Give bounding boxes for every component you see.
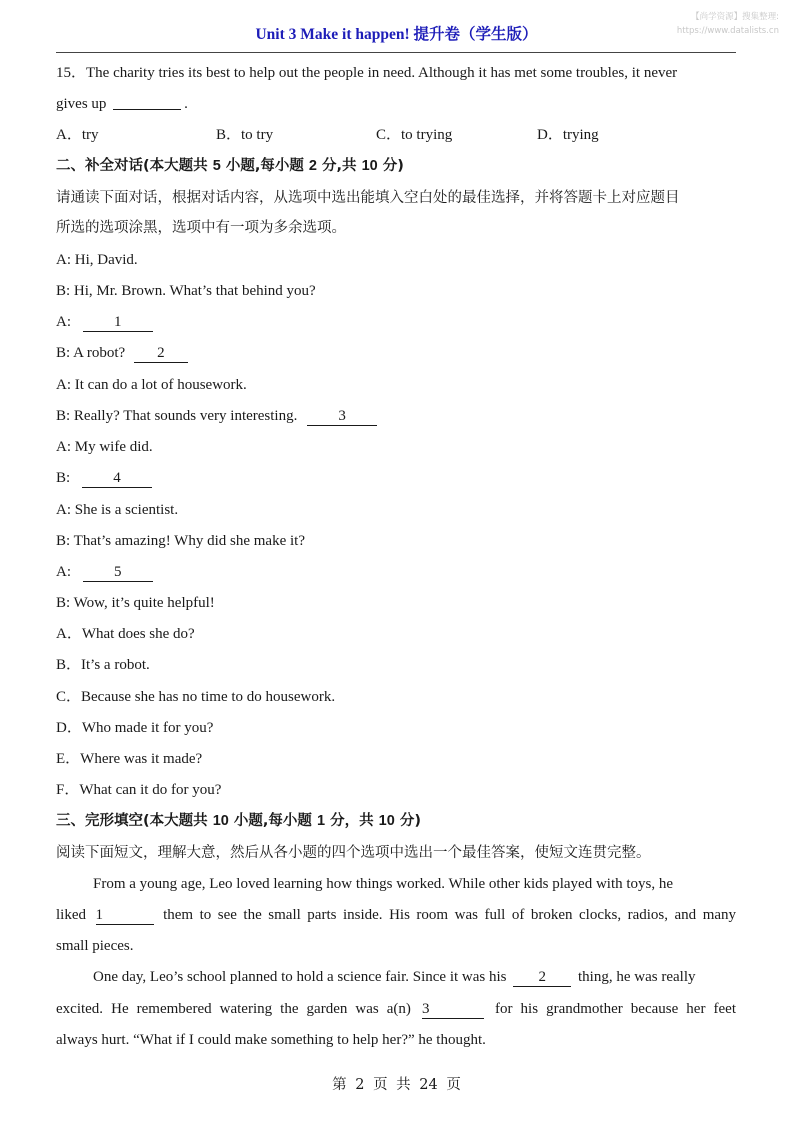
- cloze-paragraph-2-line2: [56, 999, 736, 1019]
- dialogue-speaker-a: A:: [56, 314, 71, 330]
- question-15-option-c: C．to trying: [376, 127, 453, 143]
- section-2-question-count: 5: [212, 158, 221, 174]
- dialogue-blank-4: 4: [82, 470, 152, 488]
- watermark: [677, 10, 779, 38]
- dialogue-option-c: C．Because she has no time to do housework.: [56, 689, 336, 705]
- question-15-blank: [113, 94, 181, 110]
- question-15-text-line1: 15．The charity tries its best to help out the people in need. Although it has met some troubles, it never: [56, 65, 678, 81]
- cloze-blank-1: 1: [96, 907, 154, 925]
- cloze-paragraph-1-line1: From a young age, Leo loved learning how things worked. While other kids played with toys, he: [93, 876, 674, 892]
- dialogue-line-1: A: Hi, David.: [56, 252, 138, 268]
- section-2-points-total: 10: [361, 158, 378, 174]
- section-2-heading: [56, 156, 404, 176]
- cloze-paragraph-1-line2: [56, 905, 736, 925]
- section-2-heading-text-a: 小题,每小题: [220, 158, 309, 174]
- dialogue-option-b: B．It’s a robot.: [56, 657, 150, 673]
- dialogue-speaker-b: B:: [56, 470, 71, 486]
- dialogue-line-6-text: B: Really? That sounds very interesting.: [56, 408, 298, 424]
- question-15-option-b: B．to try: [216, 127, 274, 143]
- question-15-text-part2: gives up: [56, 96, 107, 112]
- watermark-source: 【尚学资源】搜集整理:: [691, 12, 779, 22]
- section-2-heading-suffix: 分): [377, 158, 404, 174]
- section-3-heading-suffix: 分): [394, 813, 421, 829]
- dialogue-line-7: A: My wife did.: [56, 439, 153, 455]
- dialogue-line-4-text: B: A robot?: [56, 345, 126, 361]
- section-2-points-each: 2: [308, 158, 317, 174]
- section-2-heading-text-b: 分,共: [316, 158, 362, 174]
- dialogue-line-8: [56, 468, 155, 488]
- cloze-p1-text-b: them to see the small parts inside. His room was full of broken clocks, radios, and many: [163, 907, 737, 923]
- dialogue-line-6: [56, 406, 380, 426]
- dialogue-line-9: A: She is a scientist.: [56, 502, 179, 518]
- section-3-question-count: 10: [212, 813, 229, 829]
- section-3-heading-prefix: 三、完形填空(本大题共: [56, 813, 213, 829]
- cloze-p1-text-a: liked: [56, 907, 86, 923]
- dialogue-line-10: B: That’s amazing! Why did she make it?: [56, 533, 305, 549]
- dialogue-line-5: A: It can do a lot of housework.: [56, 377, 247, 393]
- cloze-p2-text-d: for his grandmother because her feet: [495, 1001, 736, 1017]
- page-header-title: Unit 3 Make it happen! 提升卷（学生版）: [255, 26, 538, 43]
- section-2-heading-prefix: 二、补全对话(本大题共: [56, 158, 213, 174]
- dialogue-blank-2: 2: [134, 345, 188, 363]
- section-3-points-total: 10: [378, 813, 395, 829]
- section-3-heading-text-a: 小题,每小题: [228, 813, 317, 829]
- page-number-footer: 第 2 页 共 24 页: [332, 1077, 461, 1093]
- dialogue-option-d: D．Who made it for you?: [56, 720, 214, 736]
- cloze-p2-text-a: One day, Leo’s school planned to hold a science fair. Since it was his: [93, 969, 507, 985]
- dialogue-blank-5: 5: [83, 564, 153, 582]
- cloze-blank-3: 3: [422, 1001, 484, 1019]
- cloze-p2-text-b: thing, he was really: [578, 969, 696, 985]
- section-3-heading: [56, 811, 421, 831]
- dialogue-option-f: F．What can it do for you?: [56, 782, 222, 798]
- section-3-heading-text-b: 分，共: [325, 813, 379, 829]
- question-15-text-end: .: [184, 96, 188, 112]
- dialogue-blank-3: 3: [307, 408, 377, 426]
- dialogue-option-a: A．What does she do?: [56, 626, 195, 642]
- cloze-paragraph-2-line1: [93, 967, 695, 987]
- cloze-p2-text-c: excited. He remembered watering the garden was a(n): [56, 1001, 411, 1017]
- question-15-text-line2: [56, 94, 188, 114]
- cloze-paragraph-1-line3: small pieces.: [56, 938, 134, 954]
- watermark-url: https://www.datalists.cn: [676, 26, 779, 36]
- section-2-instruction-line2: 所选的选项涂黑，选项中有一项为多余选项。: [56, 220, 346, 236]
- question-15-option-d: D．trying: [537, 127, 599, 143]
- section-2-instruction-line1: 请通读下面对话，根据对话内容，从选项中选出能填入空白处的最佳选择，并将答题卡上对应题目: [56, 190, 680, 206]
- dialogue-line-12: B: Wow, it’s quite helpful!: [56, 595, 215, 611]
- section-3-points-each: 1: [316, 813, 326, 829]
- dialogue-blank-1: 1: [83, 314, 153, 332]
- cloze-blank-2: 2: [513, 969, 571, 987]
- dialogue-line-2: B: Hi, Mr. Brown. What’s that behind you?: [56, 283, 316, 299]
- dialogue-line-3: [56, 312, 156, 332]
- dialogue-speaker-a-2: A:: [56, 564, 71, 580]
- cloze-paragraph-2-line3: always hurt. “What if I could make something to help her?” he thought.: [56, 1032, 486, 1048]
- question-15-option-a: A．try: [56, 127, 99, 143]
- dialogue-option-e: E．Where was it made?: [56, 751, 203, 767]
- section-3-instruction: 阅读下面短文，理解大意，然后从各小题的四个选项中选出一个最佳答案，使短文连贯完整。: [56, 845, 651, 861]
- dialogue-line-4: [56, 343, 191, 363]
- dialogue-line-11: [56, 562, 156, 582]
- header-divider: [56, 52, 736, 53]
